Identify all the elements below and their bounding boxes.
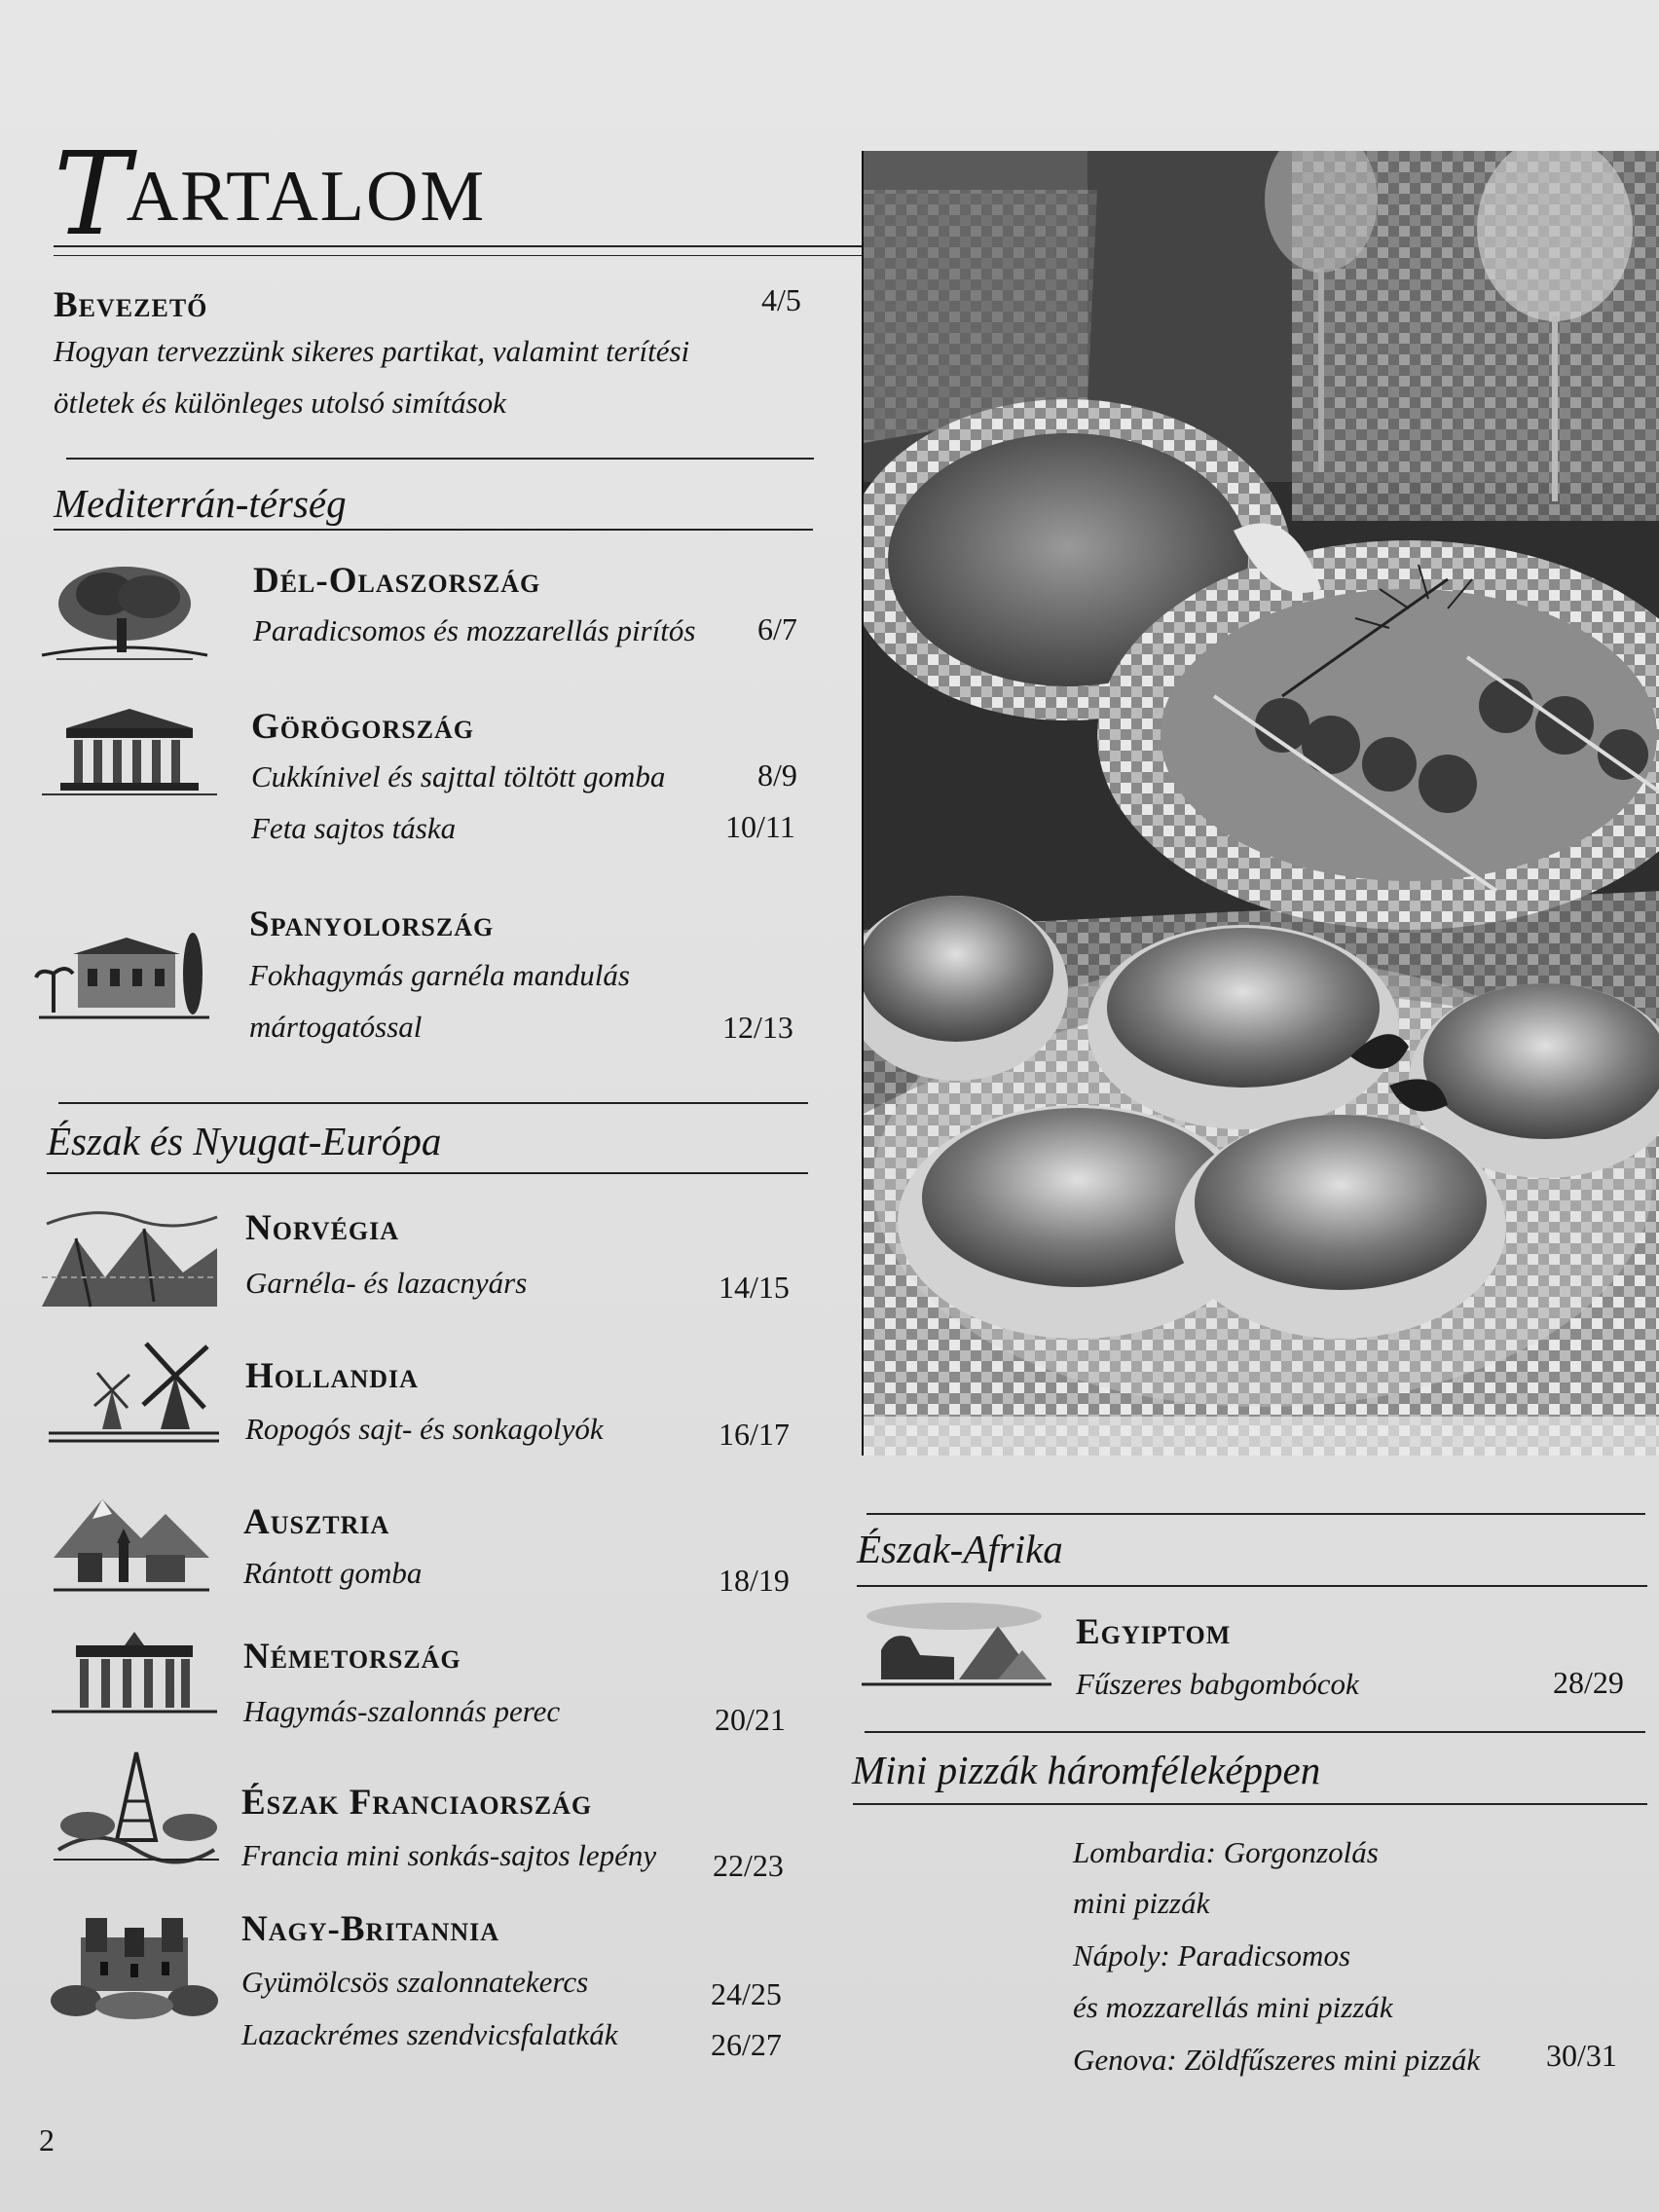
page-title (54, 127, 487, 261)
alpine-village-icon (49, 1485, 214, 1602)
entry-gorog-recipe-1: Cukkínivel és sajttal töltött gomba (251, 759, 666, 793)
entry-brit-recipe-1: Gyümölcsös szalonnatekercs (241, 1965, 589, 1999)
section-rule-top (66, 458, 814, 460)
eiffel-tower-icon (49, 1748, 224, 1869)
title-initial: T (54, 127, 132, 261)
entry-brit-pages-2: 26/27 (711, 2027, 782, 2062)
brandenburg-gate-icon (47, 1624, 222, 1721)
entry-brit-recipe-2: Lazackrémes szendvicsfalatkák (241, 2017, 618, 2051)
pizza-line-2: mini pizzák (1073, 1886, 1210, 1920)
entry-ausztria-pages: 18/19 (719, 1563, 790, 1598)
title-rest: ARTALOM (126, 157, 487, 237)
food-photo-illustration (864, 151, 1659, 1456)
section-rule-top (58, 1102, 808, 1104)
entry-francia-pages: 22/23 (713, 1848, 784, 1883)
entry-brit-title: Nagy-Britannia (241, 1909, 500, 1949)
section-mini-pizza: Mini pizzák háromféleképpen (852, 1748, 1321, 1792)
entry-nemet-title: Németország (243, 1637, 461, 1677)
entry-nemet-recipe: Hagymás-szalonnás perec (243, 1694, 561, 1728)
food-photo (862, 151, 1659, 1456)
entry-spanyol-pages: 12/13 (722, 1010, 793, 1045)
pizza-line-5: Genova: Zöldfűszeres mini pizzák (1073, 2043, 1481, 2077)
entry-egyiptom-title: Egyiptom (1076, 1612, 1232, 1652)
entry-hollandia-pages: 16/17 (719, 1417, 790, 1452)
entry-del-olasz-pages: 6/7 (757, 611, 797, 646)
section-rule-bottom (857, 1585, 1647, 1587)
temple-icon (37, 701, 222, 798)
entry-norvegia-recipe: Garnéla- és lazacnyárs (245, 1266, 528, 1300)
pizza-pages: 30/31 (1546, 2038, 1617, 2073)
entry-ausztria-recipe: Rántott gomba (243, 1556, 423, 1590)
entry-egyiptom-pages: 28/29 (1553, 1665, 1624, 1700)
castle-icon (47, 1903, 222, 2025)
section-rule-top (866, 1513, 1645, 1515)
entry-hollandia-title: Hollandia (245, 1356, 419, 1396)
entry-brit-pages-1: 24/25 (711, 1976, 782, 2011)
title-rule (54, 245, 871, 247)
section-north-west: Észak és Nyugat-Európa (47, 1119, 442, 1163)
entry-hollandia-recipe: Ropogós sajt- és sonkagolyók (245, 1412, 604, 1446)
intro-pages: 4/5 (761, 282, 801, 317)
title-rule-2 (54, 255, 871, 256)
intro-line-2: ötletek és különleges utolsó simítások (54, 386, 506, 420)
sphinx-pyramids-icon (862, 1597, 1051, 1694)
entry-gorog-pages-1: 8/9 (757, 757, 797, 793)
intro-heading: Bevezető (54, 285, 208, 325)
entry-norvegia-pages: 14/15 (719, 1270, 790, 1305)
entry-francia-recipe: Francia mini sonkás-sajtos lepény (241, 1838, 657, 1872)
entry-spanyol-recipe-2: mártogatóssal (249, 1010, 423, 1044)
section-rule-bottom (47, 1172, 808, 1174)
villa-icon (34, 920, 214, 1027)
entry-ausztria-title: Ausztria (243, 1502, 390, 1542)
entry-del-olasz-recipe: Paradicsomos és mozzarellás pirítós (253, 613, 696, 647)
entry-spanyol-recipe-1: Fokhagymás garnéla mandulás (249, 958, 630, 992)
section-mediterranean: Mediterrán-térség (54, 481, 347, 526)
section-rule-top (865, 1731, 1645, 1733)
section-rule-bottom (54, 529, 813, 531)
entry-gorog-recipe-2: Feta sajtos táska (251, 811, 457, 845)
page-number: 2 (39, 2122, 55, 2157)
entry-francia-title: Észak Franciaország (241, 1783, 593, 1823)
section-north-africa: Észak-Afrika (857, 1527, 1063, 1571)
pizza-line-4: és mozzarellás mini pizzák (1073, 1990, 1393, 2024)
pizza-line-3: Nápoly: Paradicsomos (1073, 1938, 1351, 1972)
entry-nemet-pages: 20/21 (715, 1702, 786, 1737)
fjord-icon (37, 1199, 222, 1316)
entry-egyiptom-recipe: Fűszeres babgombócok (1076, 1667, 1359, 1701)
olive-tree-icon (37, 550, 212, 667)
entry-del-olasz-title: Dél-Olaszország (253, 561, 541, 601)
windmill-icon (44, 1332, 224, 1449)
entry-norvegia-title: Norvégia (245, 1208, 400, 1248)
entry-gorog-pages-2: 10/11 (725, 809, 795, 844)
entry-spanyol-title: Spanyolország (249, 904, 495, 944)
pizza-line-1: Lombardia: Gorgonzolás (1073, 1835, 1379, 1869)
entry-gorog-title: Görögország (251, 707, 475, 747)
intro-line-1: Hogyan tervezzünk sikeres partikat, valamint terítési (54, 334, 690, 368)
section-rule-bottom (853, 1803, 1647, 1805)
